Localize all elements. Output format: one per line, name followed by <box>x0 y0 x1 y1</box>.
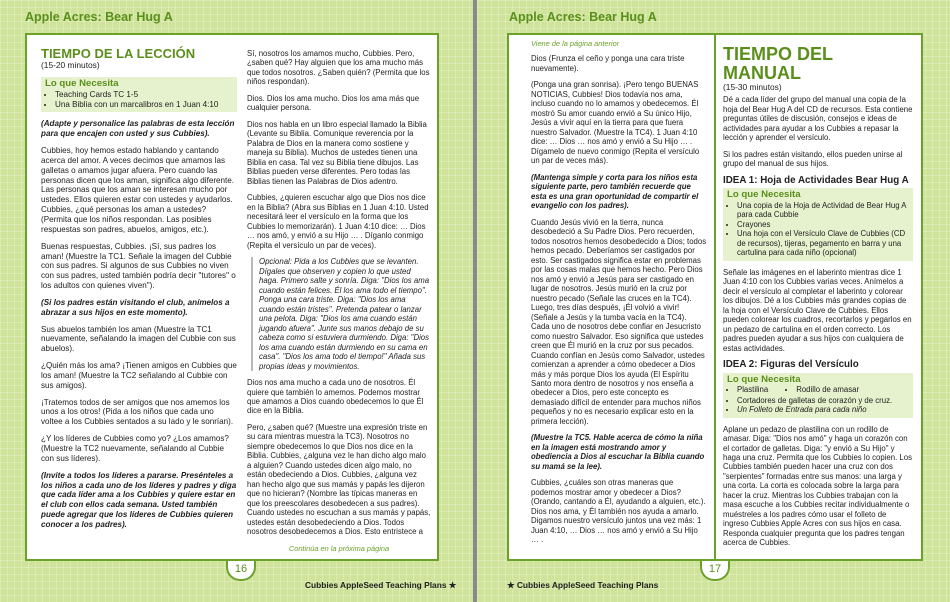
page-footer: Cubbies AppleSeed Teaching Plans ★ <box>305 580 457 590</box>
paragraph: ¡Tratemos todos de ser amigos que nos amemos los unos a los otros! (Pida a los niños que cada uno voltee a los Cubbies sentados a su lado y le sonrían). <box>41 397 234 427</box>
manual-minutes: (15-30 minutos) <box>723 82 782 92</box>
needs-item: • Una copia de la Hoja de Actividad de Bear Hug A para cada Cubbie <box>737 201 909 220</box>
idea-2-needs-box <box>723 373 913 418</box>
paragraph: Buenas respuestas, Cubbies. ¡Sí, sus padres los aman! (Muestre la TC1. Señale la imagen del Cubbie con sus padres. Si algunos de sus Cubbies no viven con sus padres, usted también podría decir "tutores" o los adultos con quienes viven"). <box>41 241 236 291</box>
continued-from-note: Viene de la página anterior <box>531 39 620 48</box>
paragraph: (Adapte y personalice las palabras de esta lección para que encajen con usted y sus Cubbies). <box>41 119 235 139</box>
left-column-2 <box>247 49 431 553</box>
paragraph: Dé a cada líder del grupo del manual una copia de la hoja del Bear Hug A del CD de recursos. Esta contiene preguntas útiles de discusión, consejos e ideas de actividades para ayudar a los Cubbies a repasar la lección y aprender el versículo. <box>723 95 913 143</box>
paragraph: Dios nos habla en un libro especial llamado la Biblia (Levante su Biblia. Comunique reverencia por la Palabra de Dios en la manera como sostiene y maneja su Biblia). Muchos de ustedes tienen una Biblia en casa. Tal vez su Biblia tiene dibujos. Las Biblias pueden verse diferentes. Pero todas las Biblias tienen las Palabras de Dios adentro. <box>247 119 427 186</box>
paragraph: Señale las imágenes en el laberinto mientras dice 1 Juan 4:10 con los Cubbies varias veces. Anímelos a decir el versículo al completar el laberinto y colorear los dibujos. Dé a los Cubbies más grandes copias de la hoja con el Versículo Clave de Cubbies. Ellos pueden colorear los cuadros, recortarlos y pegarlos en un pedazo de cartulina en el orden correcto. Los padres pueden ayudar a sus hijos con cualquiera de estas actividades. <box>723 267 912 353</box>
paragraph: (Ponga una gran sonrisa). ¡Pero tengo BUENAS NOTICIAS, Cubbies! Dios todavía nos ama, incluso cuando no lo amamos y obedecemos. Él mostró Su amor cuando envió a Su único Hijo, Jesús a vivir aquí en la tierra para que fuera nuestro Salvador. (Muestre la TC4). 1 Juan 4:10 dice: … Dios … nos amó y envió a Su Hijo … . Dígamelo de nuevo conmigo (Repita el versículo un par de veces más). <box>531 80 700 166</box>
paragraph: (Si los padres están visitando el club, anímelos a abrazar a sus hijos en este momento). <box>41 297 230 317</box>
paragraph: Cubbies, ¿cuáles son otras maneras que podemos mostrar amor y obedecer a Dios? (Orando, cantando a Él, ayudando a alguien, etc.). Dios nos ama, y Él también nos ayuda a amarlo. Digamos nuestro versículo juntos una vez más: 1 Juan 4:10, … Dios … nos amó y envió a Su Hijo … . <box>531 478 706 545</box>
needs-item: • Crayones <box>737 220 909 229</box>
needs-item: • Rodillo de amasar <box>796 385 909 394</box>
paragraph: Sí, nosotros los amamos mucho, Cubbies. Pero, ¿saben qué? Hay alguien que los ama mucho más que todos nosotros. ¿Saben quién? (Permita que los niños respondan). <box>247 49 430 87</box>
running-head: Apple Acres: Bear Hug A <box>509 10 657 24</box>
column-divider <box>714 35 716 559</box>
needs-heading: Lo que Necesita <box>727 373 801 385</box>
needs-heading: Lo que Necesita <box>727 189 801 201</box>
paragraph: Dios nos ama mucho a cada uno de nosotros. Él quiere que también lo amemos. Podemos mostrar que amamos a Dios cuando obedecemos lo que Él dice en la Biblia. <box>247 378 424 416</box>
right-page <box>477 0 950 602</box>
right-column-1 <box>531 39 707 552</box>
paragraph: Aplane un pedazo de plastilina con un rodillo de amasar. Diga: "Dios nos amó" y haga un corazón con el cortador de galletas. Diga: "y envió a Su Hijo" y haga una cruz. Permita que los Cubbies lo copien. Los Cubbies también pueden hacer una cruz con dos "serpientes" formadas entre sus manos: una larga y una corta. La corta es colocada sobre la larga para hacer la cruz. Mientras los Cubbies trabajan con la masa escuche a los Cubbies recitar individualmente o muéstreles a los padres cómo usar el folleto de ingreso Cubbies Apple Acres con sus hijos en casa. Responda cualquier pregunta que los padres tengan acerca de Cubbies. <box>723 424 912 548</box>
paragraph: Cubbies, ¿quieren escuchar algo que Dios nos dice en la Biblia? (Abra sus Biblias en 1 Juan 4:10. Usted necesitará leer el versículo en la forma que los Cubbies lo memorizarán). 1 Juan 4:10 dice: … Dios … nos amó, y envió a su Hijo … . Díganlo conmigo (Repita el versículo un par de veces). <box>247 193 429 250</box>
needs-heading: Lo que Necesita <box>45 77 119 89</box>
idea-1-title: IDEA 1: Hoja de Actividades Bear Hug A <box>723 174 909 186</box>
right-column-2 <box>723 45 913 555</box>
optional-activity: Opcional: Pida a los Cubbies que se levanten. Dígales que observen y copien lo que usted haga. Primero salte y sonría. Diga: "Dios los ama cuando están felices. Él los ama todo el tiempo". Ponga una cara triste. Diga: "Dios los ama cuando están tristes". Pretenda patear o lanzar una pelota. Diga: "Dios los ama cuando están jugando afuera". Junte sus manos debajo de su cabeza como si estuviera durmiendo. Diga: "Dios los ama cuando están durmiendo en su cama en casa". "Dios los ama todo el tiempo!" Añada sus propias ideas y movimientos. <box>251 257 431 371</box>
paragraph: (Mantenga simple y corta para los niños esta siguiente parte, pero también recuerde que esta es una gran oportunidad de compartir el evangelio con los padres). <box>531 172 699 211</box>
paragraph: (Invite a todos los líderes a pararse. Presénteles a los niños a cada uno de los líderes y padres y diga que cada líder ama a los Cubbies y quiere estar en el club con ellos cada semana. Usted también puede agregar que los líderes de Cubbies quieren conocer a los padres). <box>41 470 237 529</box>
needs-item: • Cortadores de galletas de corazón y de cruz. <box>737 396 909 405</box>
left-column-1 <box>41 47 237 537</box>
right-content-panel <box>507 33 923 561</box>
paragraph: Dios (Frunza el ceño y ponga una cara triste nuevamente). <box>531 54 685 73</box>
continued-note: Continúa en la próxima página <box>288 543 390 553</box>
paragraph: Sus abuelos también los aman (Muestre la TC1 nuevamente, señalando la imagen del Cubbie con sus abuelos). <box>41 324 236 354</box>
page-number: 17 <box>700 561 730 581</box>
running-head: Apple Acres: Bear Hug A <box>25 10 173 24</box>
paragraph: ¿Y los líderes de Cubbies como yo? ¿Los amamos? (Muestre la TC2 nuevamente, señalando al Cubbie con sus líderes). <box>41 434 229 463</box>
paragraph: (Muestre la TC5. Hable acerca de cómo la niña en la imagen está mostrando amor y obediencia a Dios al escuchar la Biblia cuando su mamá se la lee). <box>531 433 705 471</box>
lesson-title: TIEMPO DE LA LECCIÓN <box>41 46 196 61</box>
needs-item: • Una hoja con el Versículo Clave de Cubbies (CD de recursos), tijeras, pegamento en barra y una cartulina para cada niño (opcional) <box>737 229 909 257</box>
paragraph: ¿Quién más los ama? ¡Tienen amigos en Cubbies que los aman! (Muestre la TC2 señalando al Cubbie con sus amigos). <box>41 361 237 390</box>
idea-2-title: IDEA 2: Figuras del Versículo <box>723 359 859 371</box>
paragraph: Cubbies, hoy hemos estado hablando y cantando acerca del amor. A veces decimos que amamos las galletas o amamos jugar afuera. Pero cuando las personas dicen que los aman, significa algo diferente. Las personas que los aman se interesan mucho por ustedes. Ellos quieren estar con ustedes y ayudarlos. Cubbies, ¿qué personas los aman a ustedes? (Permita que los niños respondan. Las posibles respuestas son padres, abuelos, amigos, etc.). <box>41 146 235 234</box>
needs-item: • Plastilina <box>737 385 768 394</box>
needs-item: • Una Biblia con un marcalibros en 1 Juan 4:10 <box>55 100 233 110</box>
page-footer: ★ Cubbies AppleSeed Teaching Plans <box>507 580 659 590</box>
idea-1-needs-box <box>723 188 913 260</box>
page-number: 16 <box>226 561 256 581</box>
paragraph: Dios. Dios los ama mucho. Dios los ama más que cualquier persona. <box>247 93 420 113</box>
needs-item: • Teaching Cards TC 1-5 <box>55 90 233 100</box>
left-content-panel <box>25 33 439 561</box>
paragraph: Cuando Jesús vivió en la tierra, nunca desobedeció a Su Padre Dios. Pero recuerden, todos nosotros hemos desobedecido a Dios; todos hemos pecado. Deberíamos ser castigados por esto. Ser castigados significa estar en problemas por las cosas malas que hemos hecho. Pero Dios nos amó y envió a Jesús para ser castigado en lugar de nosotros. Jesús murió en la cruz por nuestro pecado (Señale las cruces en la TC4). Luego, tres días después, ¡Él volvió a vivir! (Señale a Jesús y la tumba vacía en la TC4). Cada uno de nosotros debe confiar en Jesucristo como nuestro Salvador. Eso significa que ustedes creen que Él murió en la cruz por sus pecados. Cuando confían en Jesús como Salvador, ustedes comienzan a aprender a cómo obedecer a Dios más y más porque Dios los ayuda (El Espíritu Santo mora dentro de nosotros y nos enseña a obedecer a Dios, pero este concepto es demasiado difícil de entender para muchos niños pequeños y no es necesario explicar esto en la primera lección). <box>531 217 707 426</box>
lesson-needs-box <box>41 77 237 113</box>
paragraph: Si los padres están visitando, ellos pueden unirse al grupo del manual de sus hijos. <box>723 149 903 169</box>
left-page <box>0 0 473 602</box>
paragraph: Pero, ¿saben qué? (Muestre una expresión triste en su cara mientras muestra la TC3). Nosotros no siempre obedecemos lo que Dios nos dice en la Biblia. Cubbies, ¿alguna vez le han dicho algo malo a alguien? Cuando ustedes dicen algo malo, no están obedeciendo a Dios. Cubbies, ¿alguna vez han hecho algo que sus mamás y papás les dijeron que no hicieran? (Nombre las típicas maneras en que los preescolares desobedecen a sus padres). Cuando ustedes no escuchan a sus mamás y papás, ustedes están desobedeciendo a Dios. Todos nosotros desobedecemos a Dios. Esto entristece a <box>247 422 431 537</box>
lesson-minutes: (15-20 minutos) <box>41 60 100 70</box>
needs-item: • Un Folleto de Entrada para cada niño <box>737 405 909 414</box>
manual-title: TIEMPO DEL MANUAL <box>723 44 833 83</box>
